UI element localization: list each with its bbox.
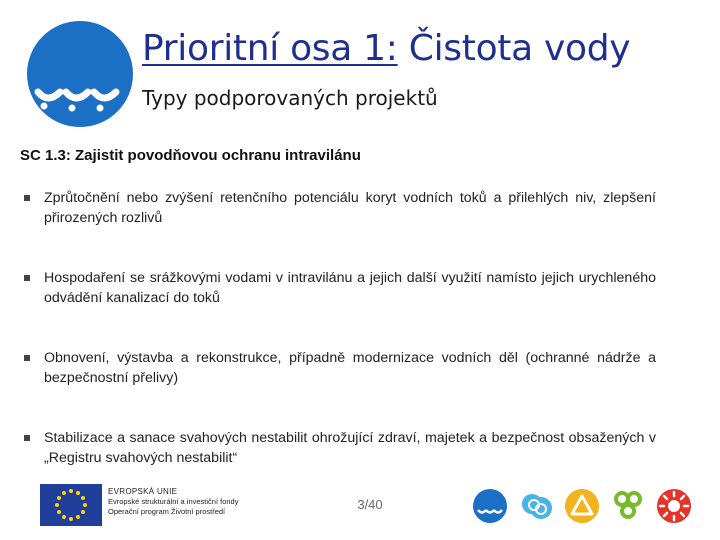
air-axis-icon — [518, 488, 554, 524]
bullet-square-icon — [24, 355, 30, 361]
list-item — [24, 268, 656, 348]
energy-axis-icon — [656, 488, 692, 524]
bullet-square-icon — [24, 435, 30, 441]
bullet-square-icon — [24, 195, 30, 201]
title-priority-axis: Prioritní osa 1: — [142, 28, 398, 69]
bullet-list — [24, 188, 656, 508]
title-topic: Čistota vody — [408, 28, 631, 69]
bullet-square-icon — [24, 275, 30, 281]
list-item-text: Hospodaření se srážkovými vodami v intravilánu a jejich další využití namísto jejich urychleného odvádění kanalizací do toků — [44, 270, 656, 306]
water-drops-logo-icon — [26, 20, 134, 128]
list-item — [24, 348, 656, 428]
list-item-text: Stabilizace a sanace svahových nestabilit ohrožující zdraví, majetek a bezpečnost obsažených v „Registru svahových nestabilit“ — [44, 430, 656, 466]
eu-line-3: Operační program Životní prostředí — [108, 507, 226, 516]
list-item — [24, 188, 656, 268]
eu-line-2: Evropské strukturální a investiční fondy — [108, 497, 239, 506]
list-item-text: Zprůtočnění nebo zvýšení retenčního potenciálu koryt vodních toků a přilehlých niv, zlepšení přirozených rozlivů — [44, 190, 656, 226]
list-item-text: Obnovení, výstavba a rekonstrukce, případně modernizace vodních děl (ochranné nádrže a bezpečnostní přelivy) — [44, 350, 656, 386]
eu-flag-icon — [40, 484, 102, 526]
water-axis-icon — [472, 488, 508, 524]
page-title — [142, 28, 712, 76]
waste-axis-icon — [564, 488, 600, 524]
page-number: 3/40 — [357, 497, 383, 512]
eu-line-1: EVROPSKÁ UNIE — [108, 487, 178, 496]
nature-axis-icon — [610, 488, 646, 524]
section-heading: SC 1.3: Zajistit povodňovou ochranu intravilánu — [20, 147, 361, 164]
page-subtitle: Typy podporovaných projektů — [142, 86, 438, 110]
eu-funding-text — [108, 487, 238, 517]
